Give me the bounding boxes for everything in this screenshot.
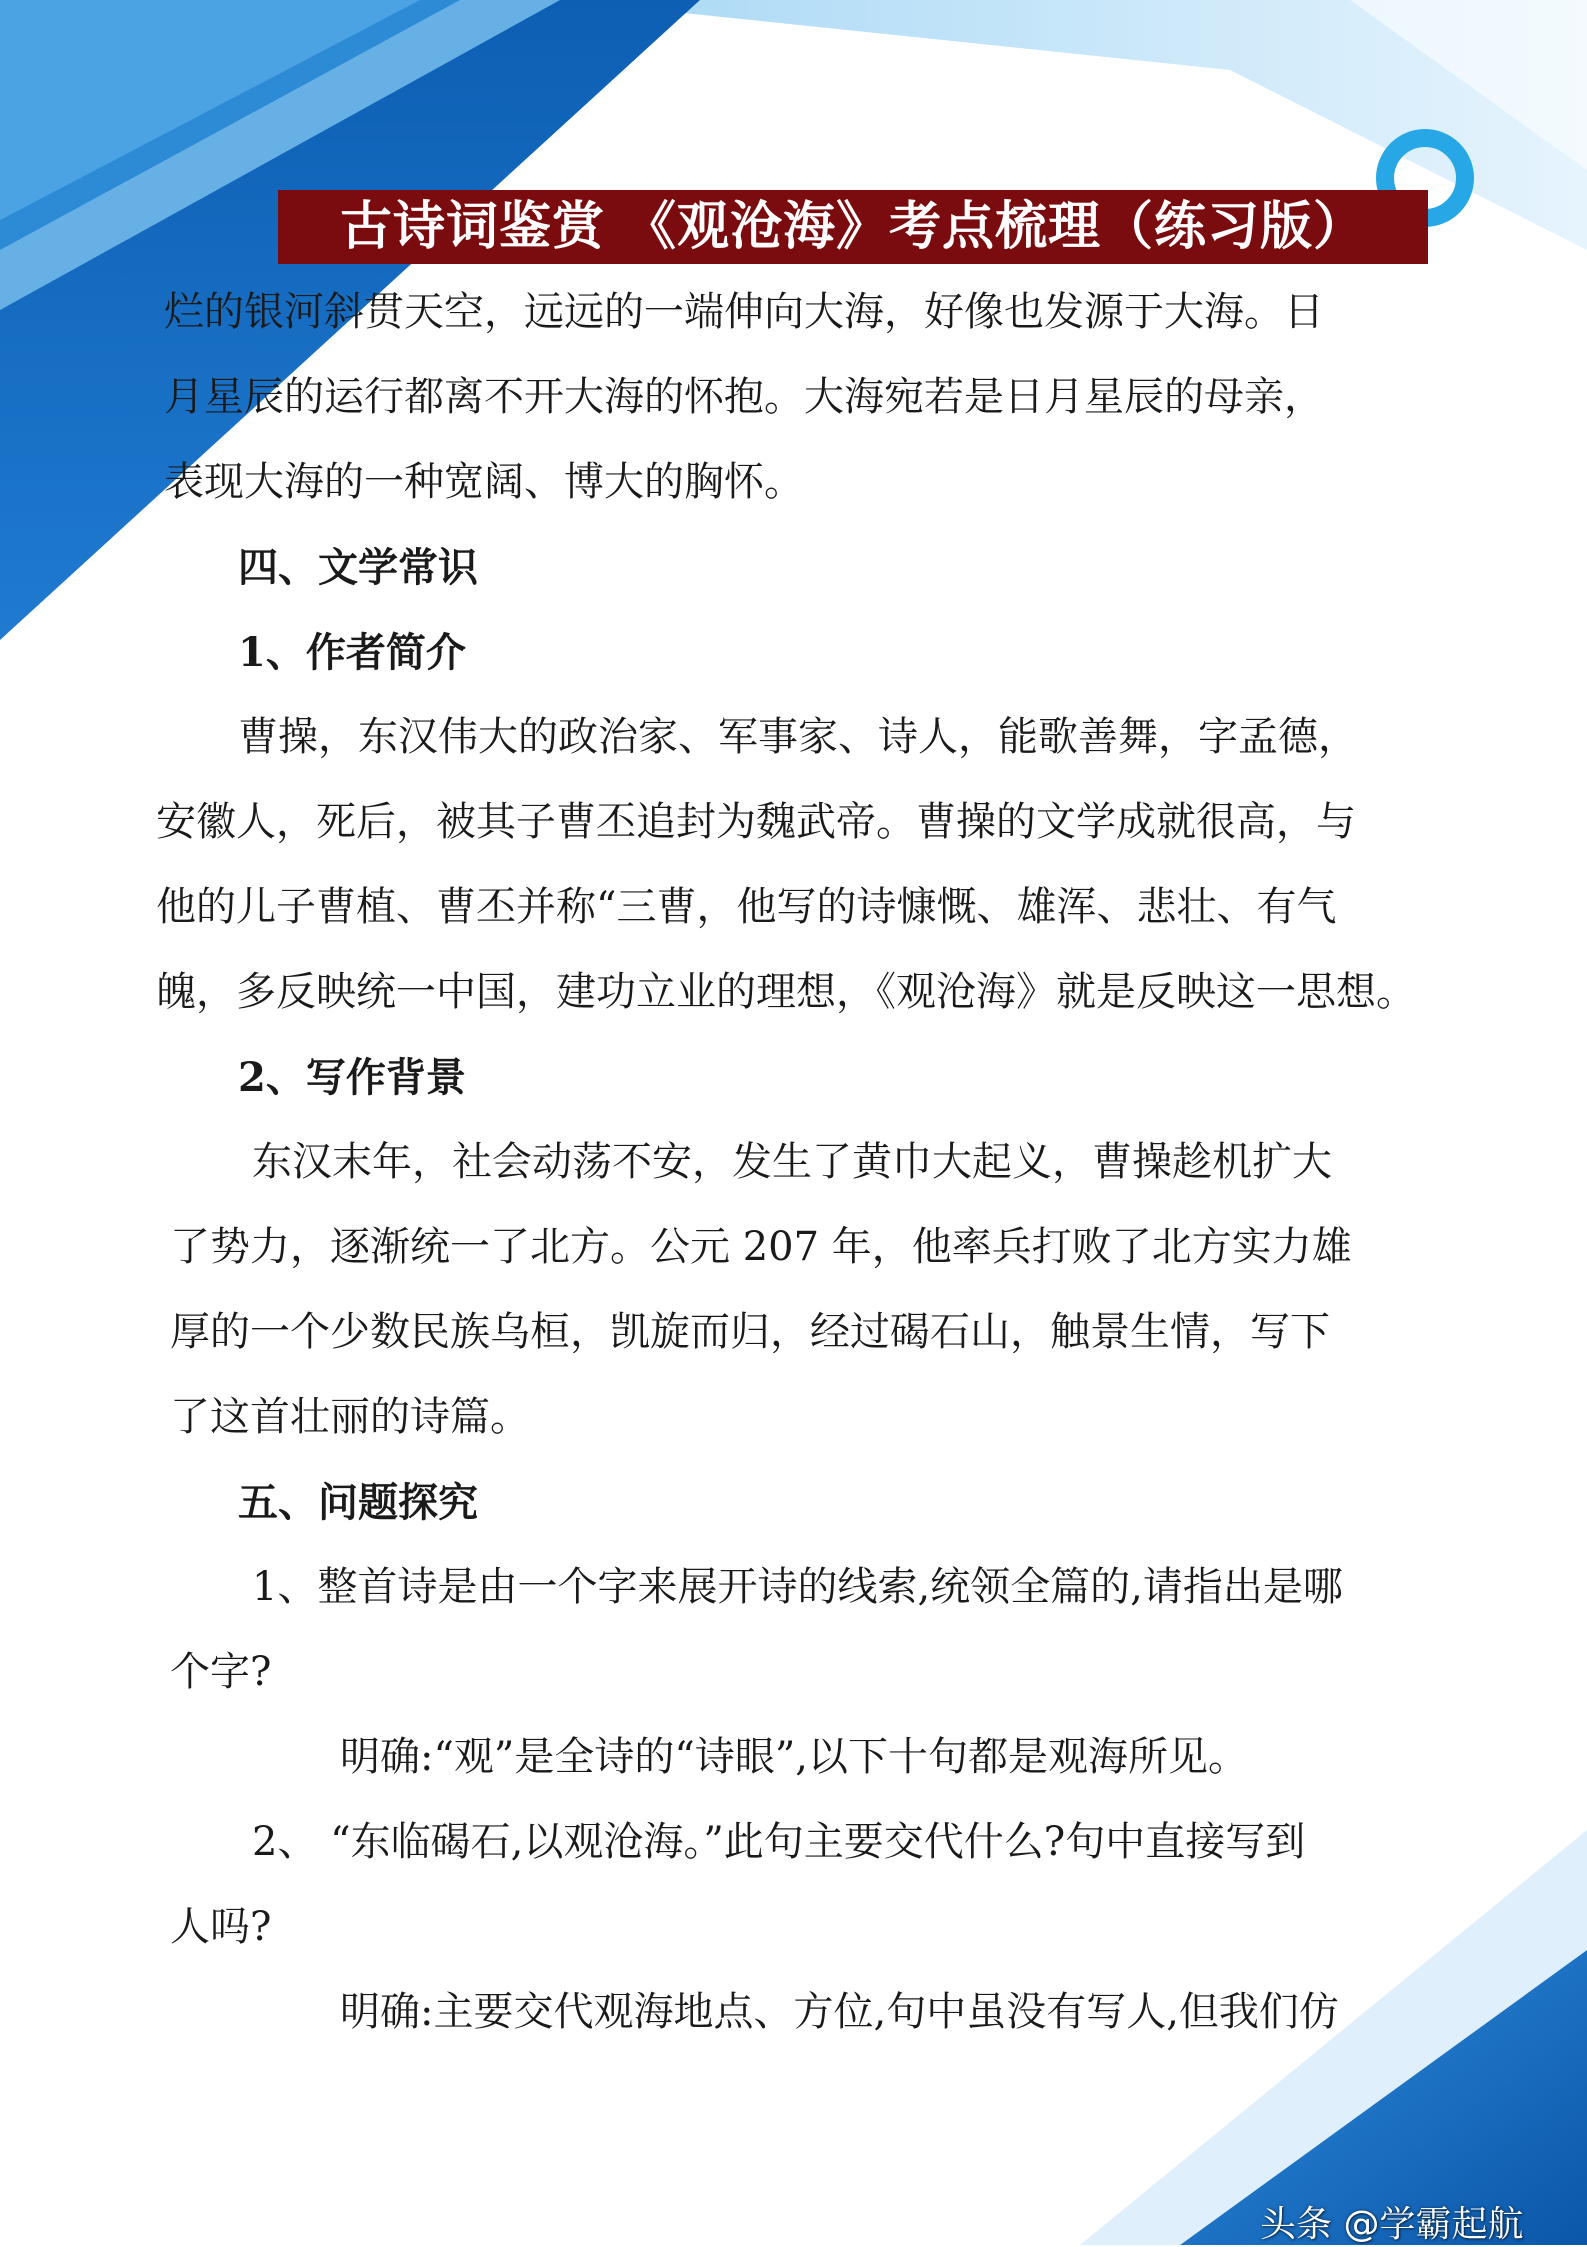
- paragraph-line: 了这首壮丽的诗篇。: [170, 1394, 530, 1440]
- subheading-author: 1、作者简介: [238, 629, 466, 676]
- answer-line: 明确:“观”是全诗的“诗眼”,以下十句都是观海所见。: [340, 1734, 1248, 1780]
- paragraph-line: 曹操，东汉伟大的政治家、军事家、诗人，能歌善舞，字孟德，: [238, 714, 1358, 760]
- question-line: 1、整首诗是由一个字来展开诗的线索,统领全篇的,请指出是哪: [252, 1564, 1343, 1610]
- paragraph-line: 他的儿子曹植、曹丕并称“三曹，他写的诗慷慨、雄浑、悲壮、有气: [156, 884, 1337, 930]
- question-line: 个字?: [170, 1649, 272, 1695]
- paragraph-line: 魄，多反映统一中国，建功立业的理想，《观沧海》就是反映这一思想。: [156, 969, 1416, 1015]
- watermark: 头条 @学霸起航: [1260, 2204, 1524, 2245]
- section-heading-literature: 四、文学常识: [238, 544, 478, 591]
- paragraph-line: 厚的一个少数民族乌桓，凯旋而归，经过碣石山，触景生情，写下: [170, 1309, 1330, 1355]
- subheading-background: 2、写作背景: [238, 1054, 466, 1101]
- paragraph-line: 安徽人，死后，被其子曹丕追封为魏武帝。曹操的文学成就很高，与: [156, 799, 1356, 845]
- paragraph-line: 烂的银河斜贯天空，远远的一端伸向大海，好像也发源于大海。日: [164, 289, 1324, 335]
- question-line: 人吗?: [170, 1904, 272, 1950]
- paragraph-line: 月星辰的运行都离不开大海的怀抱。大海宛若是日月星辰的母亲，: [164, 374, 1324, 420]
- answer-line: 明确:主要交代观海地点、方位,句中虽没有写人,但我们仿: [340, 1989, 1339, 2035]
- paragraph-line: 表现大海的一种宽阔、博大的胸怀。: [164, 459, 804, 505]
- page-title: 古诗词鉴赏 《观沧海》考点梳理（练习版）: [278, 190, 1428, 264]
- paragraph-line: 东汉末年，社会动荡不安，发生了黄巾大起义，曹操趁机扩大: [252, 1139, 1332, 1185]
- question-line: 2、 “东临碣石,以观沧海。”此句主要交代什么?句中直接写到: [252, 1819, 1306, 1865]
- section-heading-questions: 五、问题探究: [238, 1479, 478, 1526]
- document-body: [156, 270, 1446, 2055]
- paragraph-line: 了势力，逐渐统一了北方。公元 207 年，他率兵打败了北方实力雄: [170, 1224, 1352, 1270]
